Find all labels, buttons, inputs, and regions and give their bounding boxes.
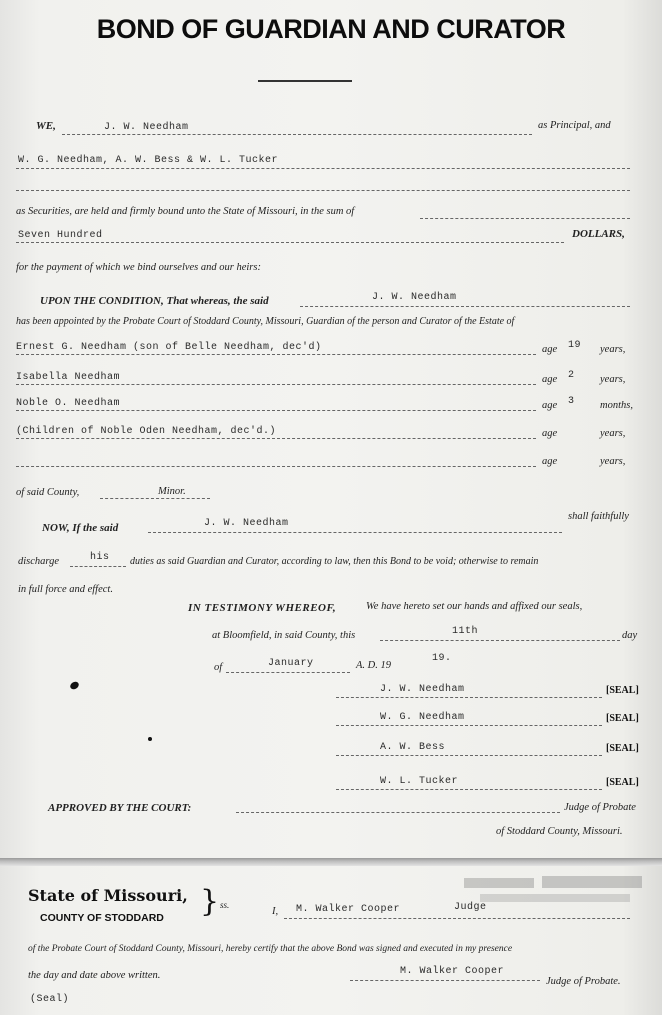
state-heading: State of Missouri, [28,886,188,905]
cert-seal: (Seal) [30,994,70,1005]
pronoun: his [90,552,110,563]
testimony-day: 11th [452,626,479,637]
now-lead: NOW, If the said [42,522,119,534]
sum-unit: DOLLARS, [572,228,625,240]
ward-age-label: age [542,374,558,385]
ward-line [16,384,536,385]
approved-label: APPROVED BY THE COURT: [48,802,192,814]
seal-label: [SEAL] [606,777,639,788]
sum-line [16,242,564,243]
ward-name: Ernest G. Needham (son of Belle Needham, dec'd) [16,342,322,353]
appointment-text: has been appointed by the Probate Court of Stoddard County, Missouri, Guardian of the person and Curator of the Estate of [16,316,515,327]
seal-label: [SEAL] [606,743,639,754]
condition-lead: UPON THE CONDITION, That whereas, the said [40,295,269,307]
ward-age-unit: months, [600,400,633,411]
ward-line [16,466,536,467]
ward-name: (Children of Noble Oden Needham, dec'd.) [16,426,277,437]
ward-age-label: age [542,400,558,411]
ward-age-label: age [542,344,558,355]
sureties-names: W. G. Needham, A. W. Bess & W. L. Tucker [18,155,279,166]
cert-text: of the Probate Court of Stoddard County, Missouri, hereby certify that the above Bond was signed and executed in my presence [28,944,513,954]
ward-name: Noble O. Needham [16,398,121,409]
cert-judge-title: Judge [454,902,487,913]
we-label: WE, [36,120,56,132]
principal-line [62,134,532,135]
document-title: BOND OF GUARDIAN AND CURATOR [96,14,566,44]
approval-line [236,812,560,813]
seal-label: [SEAL] [606,685,639,696]
cert-text2: the day and date above written. [28,970,161,981]
cert-judge-line [284,918,630,919]
now-name: J. W. Needham [204,518,289,529]
signature-line [336,725,602,726]
ward-line [16,354,536,355]
signature-name: A. W. Bess [380,742,446,753]
principal-suffix: as Principal, and [538,120,611,131]
cert-prefix: I, [272,906,279,917]
brace: } [200,884,220,919]
ink-speck [148,737,152,741]
signature-name: W. G. Needham [380,712,465,723]
county-heading: COUNTY OF STODDARD [40,912,164,924]
sureties-line-2 [16,190,630,191]
ward-age-unit: years, [600,428,626,439]
now-line [148,532,562,533]
county-line [100,498,210,499]
ward-name: Isabella Needham [16,372,121,383]
ward-age-unit: years, [600,374,626,385]
signature-line [336,697,602,698]
ink-blot [69,680,80,691]
guardian-line [300,306,630,307]
day-line [380,640,620,641]
judge-label: Judge of Probate [564,802,636,813]
title-underline [258,80,352,82]
testimony-month: January [268,658,314,669]
ss-label: ss. [220,900,230,910]
signature-line [336,789,602,790]
principal-name: J. W. Needham [104,122,189,133]
payment-clause: for the payment of which we bind ourselves and our heirs: [16,262,261,273]
ward-age-unit: years, [600,456,626,467]
sum-line-top [420,218,630,219]
month-line [226,672,350,673]
day-label: day [622,630,638,641]
testimony-year: 19. [432,653,452,664]
sureties-label: as Securities, are held and firmly bound unto the State of Missouri, in the sum of [16,206,355,217]
minor-status: Minor. [158,486,186,497]
county-label: of Stoddard County, Missouri. [496,826,623,837]
ad-label: A. D. 19 [356,660,391,671]
ward-age: 19 [568,340,582,351]
of-label: of [214,662,223,673]
cert-signature: M. Walker Cooper [400,966,505,977]
signature-line [336,755,602,756]
ward-line [16,438,536,439]
duties-text: duties as said Guardian and Curator, according to law, then this Bond to be void; otherwise to remain [130,556,539,567]
signature-name: W. L. Tucker [380,776,459,787]
testimony-place: at Bloomfield, in said County, this [212,630,356,641]
ward-age-unit: years, [600,344,626,355]
section-separator [0,858,662,866]
ward-age-label: age [542,456,558,467]
cert-judge-name: M. Walker Cooper [296,904,401,915]
discharge-label: discharge [18,556,60,567]
cert-sign-line [350,980,540,981]
sureties-line-1 [16,168,630,169]
now-suffix: shall faithfully [568,511,629,522]
ward-line [16,410,536,411]
ward-age-label: age [542,428,558,439]
faint-stamp-mark [460,872,650,914]
sum-amount: Seven Hundred [18,230,103,241]
guardian-name: J. W. Needham [372,292,457,303]
seal-label: [SEAL] [606,713,639,724]
signature-name: J. W. Needham [380,684,465,695]
county-prefix: of said County, [16,487,80,498]
cert-signature-title: Judge of Probate. [546,976,621,987]
closing-text: in full force and effect. [18,584,113,595]
pronoun-line [70,566,126,567]
testimony-heading: IN TESTIMONY WHEREOF, [188,602,337,614]
ward-age: 3 [568,396,575,407]
ward-age: 2 [568,370,575,381]
testimony-text: We have hereto set our hands and affixed our seals, [366,601,583,612]
